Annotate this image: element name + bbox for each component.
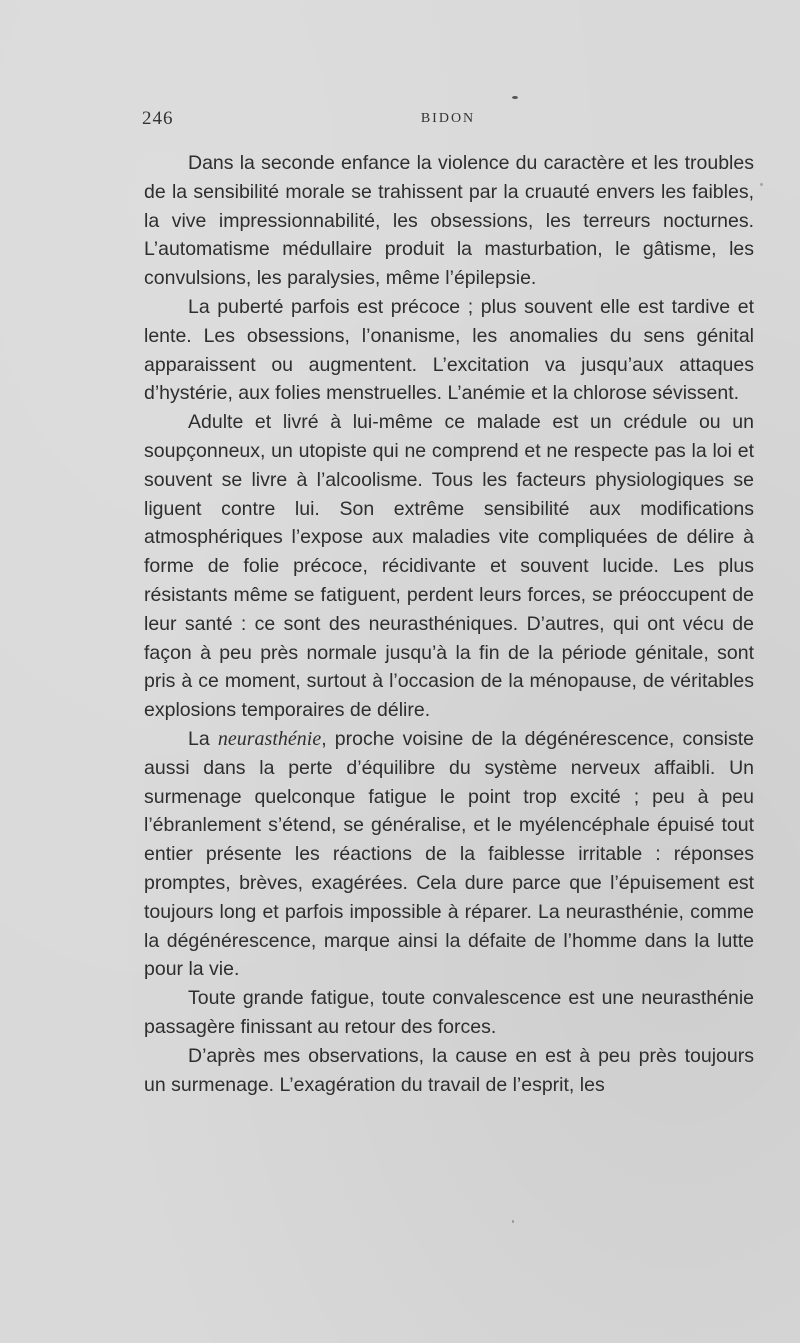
- paper-speck: [512, 96, 518, 99]
- emphasized-term: neurasthénie: [217, 727, 322, 750]
- body-text: [144, 149, 754, 1099]
- paragraph: Dans la seconde enfance la violence du caractère et les troubles de la sensibilité morale se trahissent par la cruauté envers les faibles, la vive impressionnabilité, les obsessions, les terreurs nocturnes. L’automatisme médullaire produit la masturbation, le gâtisme, les convulsions, les paralysies, même l’épilepsie.: [144, 152, 754, 290]
- paragraph: Toute grande fatigue, toute convalescence est une neurasthénie passagère finissant au retour des forces.: [144, 987, 754, 1038]
- paragraph-text: , proche voisine de la dégénérescence, consiste aussi dans la perte d’équilibre du système nerveux affaibli. Un surmenage quelconque fatigue le point trop excité ; peu à peu l’ébranlement s’étend, se généralise, et le myélencéphale épuisé tout entier présente les réactions de la faiblesse irritable : réponses promptes, brèves, exagérées. Cela dure parce que l’épuisement est toujours long et parfois impossible à réparer. La neurasthénie, comme la dégénérescence, marque ainsi la défaite de l’homme dans la lutte pour la vie.: [144, 727, 755, 981]
- page-number: 246: [142, 108, 174, 129]
- paragraph: Adulte et livré à lui-même ce malade est un crédule ou un soupçonneux, un utopiste qui ne comprend et ne respecte pas la loi et souvent se livre à l’alcoolisme. Tous les facteurs physiologiques se liguent contre lui. Son extrême sensibilité aux modifications atmosphériques l’expose aux maladies vite compliquées de délire à forme de folie précoce, récidivante et souvent lucide. Les plus résistants même se fatiguent, perdent leurs forces, se préoccupent de leur santé : ce sont des neurasthéniques. D’autres, qui ont vécu de façon à peu près normale jusqu’à la fin de la période génitale, sont pris à ce moment, surtout à l’occasion de la ménopause, de véritables explosions temporaires de délire.: [144, 411, 754, 722]
- running-head: [142, 108, 754, 132]
- paper-speck: [512, 1220, 514, 1223]
- paragraph: [144, 725, 754, 984]
- paragraph: La puberté parfois est précoce ; plus souvent elle est tardive et lente. Les obsessions, l’onanisme, les anomalies du sens génital apparaissent ou augmentent. L’excitation va jusqu’aux attaques d’hystérie, aux folies menstruelles. L’anémie et la chlorose sévissent.: [144, 295, 754, 405]
- paragraph: D’après mes observations, la cause en est à peu près toujours un surmenage. L’exagération du travail de l’esprit, les: [144, 1044, 754, 1096]
- paragraph-lead: La: [188, 727, 210, 750]
- running-title: BIDON: [420, 111, 476, 126]
- paper-speck: [760, 183, 763, 186]
